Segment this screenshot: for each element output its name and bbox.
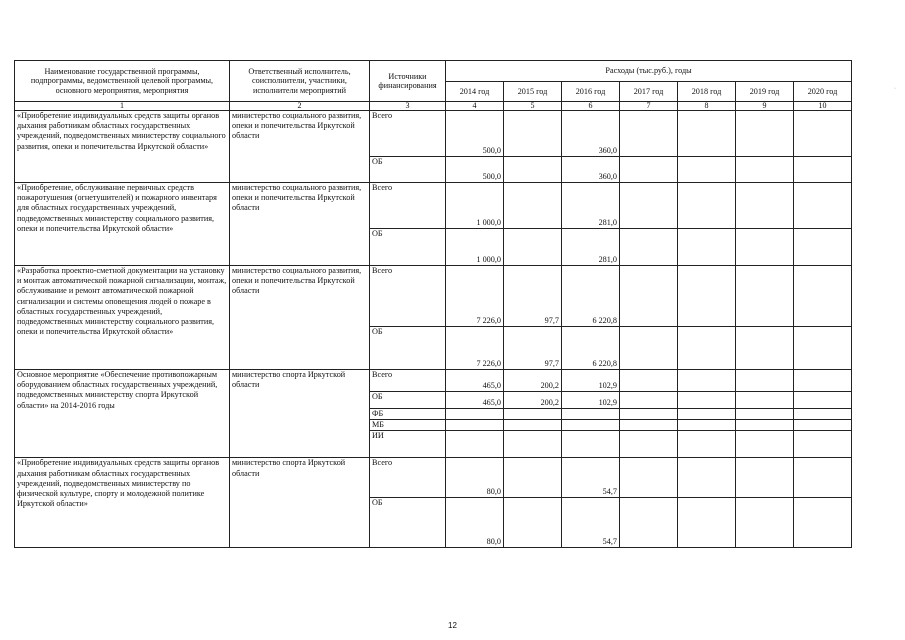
header-year: 2018 год [678, 82, 736, 102]
header-expenses: Расходы (тыс.руб.), годы [446, 61, 852, 82]
expense-value: 1 000,0 [446, 183, 504, 229]
funding-source: МБ [370, 420, 446, 431]
expense-value [736, 183, 794, 229]
expense-value: 360,0 [562, 157, 620, 183]
expense-value [794, 431, 852, 458]
expense-value [678, 409, 736, 420]
expense-value [794, 498, 852, 548]
expense-value [620, 183, 678, 229]
expense-value [736, 409, 794, 420]
funding-source: ОБ [370, 157, 446, 183]
expense-value: 500,0 [446, 111, 504, 157]
expense-value [620, 458, 678, 498]
expense-value: 7 226,0 [446, 266, 504, 327]
funding-source: ОБ [370, 392, 446, 409]
expense-value [678, 458, 736, 498]
header-name: Наименование государственной программы, подпрограммы, ведомственной целевой программы, основного мероприятия, мероприятия [15, 61, 230, 102]
header-year: 2015 год [504, 82, 562, 102]
measure-name: Основное мероприятие «Обеспечение противопожарным оборудованием областных государственных учреждений, подведомственных министерству спорта Иркутской области» на 2014-2016 годы [15, 370, 230, 458]
expense-value [446, 420, 504, 431]
header-year: 2014 год [446, 82, 504, 102]
expense-value [678, 392, 736, 409]
expense-value [736, 498, 794, 548]
scan-mark: · [894, 86, 896, 92]
header-year: 2019 год [736, 82, 794, 102]
column-number: 5 [504, 102, 562, 111]
expense-value [678, 183, 736, 229]
expense-value [736, 458, 794, 498]
funding-source: Всего [370, 183, 446, 229]
column-number: 3 [370, 102, 446, 111]
expense-value [620, 327, 678, 370]
table-row [15, 111, 852, 157]
column-number: 10 [794, 102, 852, 111]
expense-value [794, 183, 852, 229]
expense-value [562, 409, 620, 420]
expense-value [504, 183, 562, 229]
expense-value: 1 000,0 [446, 229, 504, 266]
expense-value [678, 370, 736, 392]
expense-value [794, 392, 852, 409]
table-body [15, 111, 852, 548]
table-row [15, 183, 852, 229]
expense-value: 80,0 [446, 458, 504, 498]
expense-value [736, 370, 794, 392]
table-row [15, 370, 852, 392]
expense-value [678, 157, 736, 183]
expense-value [620, 431, 678, 458]
expense-value [794, 370, 852, 392]
measure-executor: министерство социального развития, опеки и попечительства Иркутской области [230, 183, 370, 266]
expense-value [620, 111, 678, 157]
expense-value [620, 420, 678, 431]
expense-value [794, 327, 852, 370]
funding-source: ОБ [370, 229, 446, 266]
expense-value [504, 229, 562, 266]
expense-value [736, 431, 794, 458]
expense-value [504, 420, 562, 431]
expense-value [446, 431, 504, 458]
expense-value [504, 409, 562, 420]
expense-value: 500,0 [446, 157, 504, 183]
expense-value [562, 420, 620, 431]
header-source: Источники финансирования [370, 61, 446, 102]
expense-value [736, 229, 794, 266]
expense-value [620, 370, 678, 392]
expense-value [620, 409, 678, 420]
expense-value [678, 229, 736, 266]
expense-value [794, 458, 852, 498]
expense-value: 97,7 [504, 327, 562, 370]
expense-value [678, 431, 736, 458]
expense-value: 54,7 [562, 498, 620, 548]
expense-value [504, 431, 562, 458]
expense-value [504, 498, 562, 548]
measure-name: «Разработка проектно-сметной документации на установку и монтаж автоматической пожарной сигнализации, монтаж, обслуживание и ремонт автоматической пожарной сигнализации и системы оповещения людей о пожаре в областных государственных учреждений, подведомственных министерству социального развития, опеки и попечительства Иркутской области» [15, 266, 230, 370]
measure-name: «Приобретение индивидуальных средств защиты органов дыхания работникам областных государственных учреждений, подведомственных министерству по физической культуре, спорту и молодежной политике Иркутской области» [15, 458, 230, 548]
expense-value [736, 111, 794, 157]
expense-value [504, 458, 562, 498]
funding-source: ОБ [370, 327, 446, 370]
header-year: 2020 год [794, 82, 852, 102]
measure-executor: министерство спорта Иркутской области [230, 370, 370, 458]
page-number: 12 [448, 621, 457, 630]
expense-value [736, 327, 794, 370]
expense-value [794, 409, 852, 420]
expense-value [620, 392, 678, 409]
expense-value [736, 157, 794, 183]
header-row-1 [15, 61, 852, 82]
column-number-row [15, 102, 852, 111]
expense-value [678, 266, 736, 327]
expense-value [794, 229, 852, 266]
column-number: 6 [562, 102, 620, 111]
expense-value [620, 498, 678, 548]
header-executor: Ответственный исполнитель, соисполнители, участники, исполнители мероприятий [230, 61, 370, 102]
funding-source: ФБ [370, 409, 446, 420]
column-number: 8 [678, 102, 736, 111]
funding-source: Всего [370, 458, 446, 498]
expense-value: 80,0 [446, 498, 504, 548]
expense-value [678, 327, 736, 370]
expense-value [620, 157, 678, 183]
expense-value: 102,9 [562, 370, 620, 392]
funding-source: ИИ [370, 431, 446, 458]
table-row [15, 266, 852, 327]
expense-value: 360,0 [562, 111, 620, 157]
expense-value [678, 111, 736, 157]
measure-executor: министерство социального развития, опеки и попечительства Иркутской области [230, 111, 370, 183]
measure-name: «Приобретение, обслуживание первичных средств пожаротушения (огнетушителей) и пожарного инвентаря для областных государственных учреждений, подведомственных министерству социального развития, опеки и попечительства Иркутской области» [15, 183, 230, 266]
expense-value [794, 157, 852, 183]
expense-value: 200,2 [504, 370, 562, 392]
expense-value [504, 157, 562, 183]
expense-value [678, 420, 736, 431]
expense-value [504, 111, 562, 157]
expense-value: 6 220,8 [562, 266, 620, 327]
expense-value: 97,7 [504, 266, 562, 327]
expense-value [678, 498, 736, 548]
header-year: 2016 год [562, 82, 620, 102]
header-year: 2017 год [620, 82, 678, 102]
measure-name: «Приобретение индивидуальных средств защиты органов дыхания работникам областных государственных учреждений, подведомственных министерству социального развития, опеки и попечительства Иркутской области» [15, 111, 230, 183]
column-number: 9 [736, 102, 794, 111]
expense-value: 7 226,0 [446, 327, 504, 370]
expense-value: 465,0 [446, 392, 504, 409]
expense-value: 54,7 [562, 458, 620, 498]
expense-value: 102,9 [562, 392, 620, 409]
column-number: 7 [620, 102, 678, 111]
expense-value [736, 392, 794, 409]
expense-value: 281,0 [562, 229, 620, 266]
column-number: 1 [15, 102, 230, 111]
expense-value [446, 409, 504, 420]
funding-source: Всего [370, 266, 446, 327]
expense-value: 6 220,8 [562, 327, 620, 370]
table-row [15, 458, 852, 498]
expense-value: 465,0 [446, 370, 504, 392]
expense-value: 281,0 [562, 183, 620, 229]
column-number: 2 [230, 102, 370, 111]
expense-value [794, 420, 852, 431]
expense-value [620, 229, 678, 266]
funding-source: Всего [370, 370, 446, 392]
expense-value [620, 266, 678, 327]
measure-executor: министерство спорта Иркутской области [230, 458, 370, 548]
funding-source: ОБ [370, 498, 446, 548]
expenses-table [14, 60, 852, 548]
column-number: 4 [446, 102, 504, 111]
expense-value [794, 266, 852, 327]
measure-executor: министерство социального развития, опеки и попечительства Иркутской области [230, 266, 370, 370]
expense-value [562, 431, 620, 458]
expense-value [736, 420, 794, 431]
expense-value [794, 111, 852, 157]
expense-value [736, 266, 794, 327]
funding-source: Всего [370, 111, 446, 157]
expense-value: 200,2 [504, 392, 562, 409]
